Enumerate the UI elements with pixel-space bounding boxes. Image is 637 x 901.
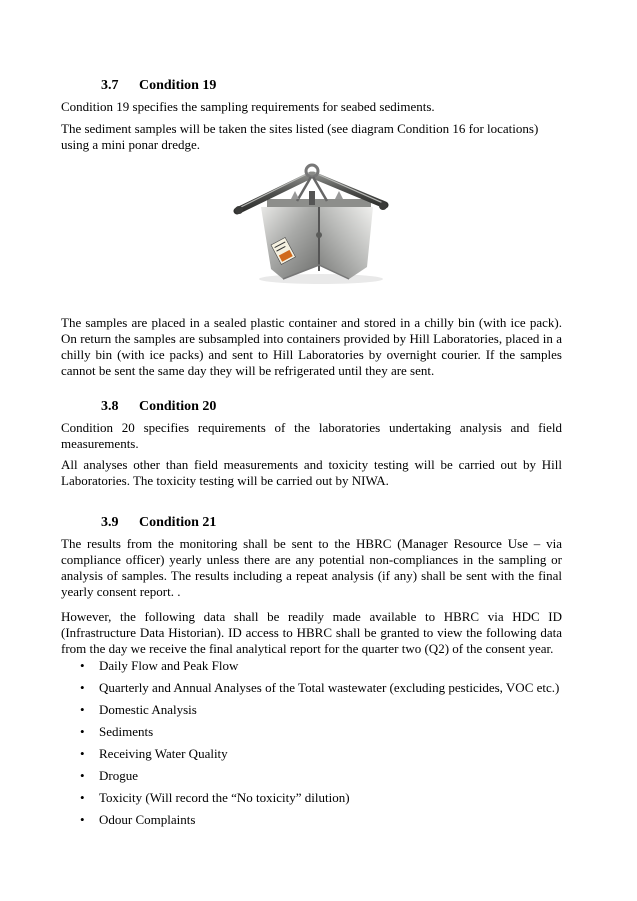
list-item <box>61 680 581 702</box>
bullet-icon: • <box>80 702 85 717</box>
paragraph: Condition 19 specifies the sampling requirements for seabed sediments. <box>61 99 435 114</box>
section-title: Condition 21 <box>139 515 217 530</box>
bullet-icon: • <box>80 790 85 805</box>
section-number: 3.7 <box>101 78 119 93</box>
list-item-text: Quarterly and Annual Analyses of the Total wastewater (excluding pesticides, VOC etc.) <box>99 680 560 695</box>
bullet-list <box>61 658 581 834</box>
section-heading-3-8 <box>101 399 216 415</box>
list-item <box>61 812 581 834</box>
list-item <box>61 746 581 768</box>
paragraph: The sediment samples will be taken the sites listed (see diagram Condition 16 for locations) using a mini ponar dredge. <box>61 121 539 152</box>
list-item <box>61 768 581 790</box>
list-item-text: Odour Complaints <box>99 812 196 827</box>
section-heading-3-9 <box>101 515 216 531</box>
paragraph: Condition 20 specifies requirements of the laboratories undertaking analysis and field measurements. <box>61 420 562 451</box>
section-heading-3-7 <box>101 78 216 94</box>
list-item <box>61 658 581 680</box>
section-title: Condition 20 <box>139 399 217 414</box>
bullet-icon: • <box>80 812 85 827</box>
list-item <box>61 724 581 746</box>
paragraph: The results from the monitoring shall be sent to the HBRC (Manager Resource Use – via compliance officer) yearly unless there are any potential non-compliances in the sampling or analysis of samples. The results including a repeat analysis (if any) shall be sent with the final yearly consent report. . <box>61 536 562 599</box>
bullet-icon: • <box>80 746 85 761</box>
section-number: 3.9 <box>101 515 119 530</box>
paragraph: All analyses other than field measurements and toxicity testing will be carried out by Hill Laboratories. The toxicity testing will be carried out by NIWA. <box>61 457 562 488</box>
list-item <box>61 702 581 724</box>
bullet-icon: • <box>80 658 85 673</box>
list-item-text: Sediments <box>99 724 154 739</box>
ponar-dredge-image <box>231 161 406 286</box>
bullet-icon: • <box>80 768 85 783</box>
list-item-text: Domestic Analysis <box>99 702 197 717</box>
list-item-text: Receiving Water Quality <box>99 746 228 761</box>
section-title: Condition 19 <box>139 78 217 93</box>
list-item-text: Toxicity (Will record the “No toxicity” dilution) <box>99 790 350 805</box>
list-item-text: Drogue <box>99 768 138 783</box>
paragraph: However, the following data shall be readily made available to HBRC via HDC ID (Infrastructure Data Historian). ID access to HBRC shall be granted to view the following data from the day we receive the final analytical report for the quarter two (Q2) of the consent year. <box>61 609 562 656</box>
paragraph: The samples are placed in a sealed plastic container and stored in a chilly bin (with ice pack). On return the samples are subsampled into containers provided by Hill Laboratories, placed in a chilly bin (with ice packs) and sent to Hill Laboratories by overnight courier. If the samples cannot be sent the same day they will be refrigerated until they are sent. <box>61 315 562 378</box>
list-item-text: Daily Flow and Peak Flow <box>99 658 239 673</box>
list-item <box>61 790 581 812</box>
section-number: 3.8 <box>101 399 119 414</box>
bullet-icon: • <box>80 680 85 695</box>
bullet-icon: • <box>80 724 85 739</box>
